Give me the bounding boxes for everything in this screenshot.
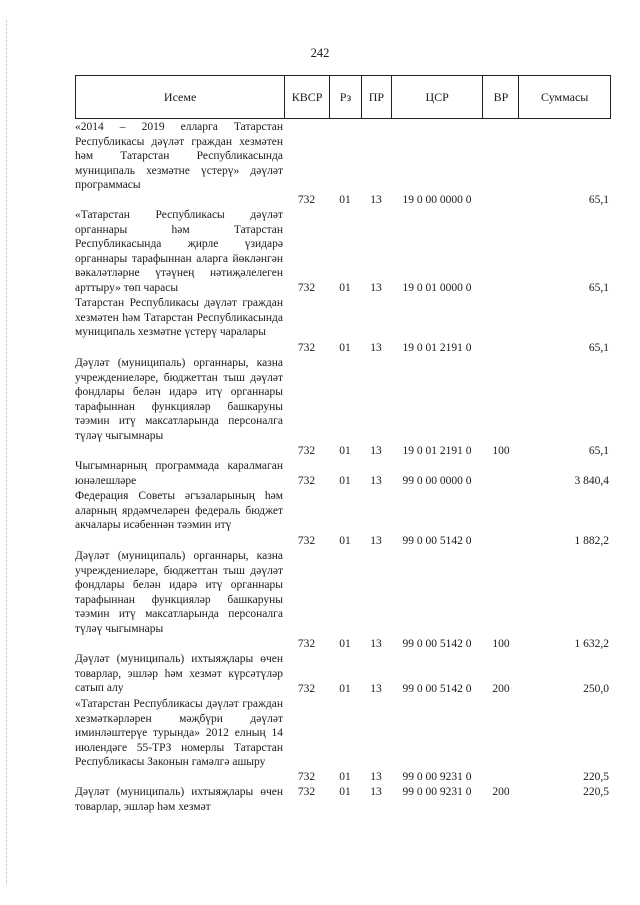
table-row [75, 459, 611, 489]
row-sum: 220,5 [583, 786, 609, 798]
table-header [75, 75, 611, 119]
row-kvsr: 732 [297, 445, 316, 458]
row-sum: 65,1 [588, 342, 609, 355]
row-csr: 99 0 00 5142 0 [402, 535, 472, 548]
row-vr: 100 [492, 638, 510, 651]
row-name: «Татарстан Республикасы дәүләт органнары һәм Татарстан Республикасында җирле үзидарә органнары тарафыннан аларга йөкләнгән вәкаләтләрне үтәүнең нәтиҗәлелеген арттыру» төп чарасы [75, 209, 283, 294]
row-rz: 01 [339, 786, 351, 798]
table-row [75, 785, 611, 815]
row-csr: 99 0 00 9231 0 [402, 786, 472, 798]
table-row [75, 208, 611, 296]
margin-guide [6, 20, 7, 885]
row-name: Дәүләт (муниципаль) органнары, казна учреждениеләре, бюджеттан тыш дәүләт фондлары белән идарә итү органнары тарафыннан функцияләр башкаруны тәэмин итү максатларында персоналга түләү чыгымнары [75, 550, 283, 635]
row-name: Чыгымнарның программада каралмаган юнәлешләре [75, 460, 283, 487]
row-name: «2014 – 2019 елларга Татарстан Республикасы дәүләт граждан хезмәтен һәм Татарстан Республикасында муниципаль хезмәтне үстерү» дәүләт программасы [75, 121, 283, 192]
table-row [75, 120, 611, 208]
row-rz: 01 [339, 475, 351, 488]
header-csr: ЦСР [391, 76, 483, 118]
row-kvsr: 732 [297, 535, 316, 548]
row-pr: 13 [370, 786, 382, 798]
row-pr: 13 [370, 282, 382, 295]
row-kvsr: 732 [297, 786, 316, 798]
row-kvsr: 732 [297, 771, 316, 784]
table-row [75, 296, 611, 356]
header-sum: Суммасы [518, 76, 610, 118]
table-row [75, 652, 611, 697]
header-vr: ВР [482, 76, 518, 118]
row-kvsr: 732 [297, 194, 316, 207]
row-name: Дәүләт (муниципаль) ихтыяҗлары өчен товарлар, эшләр һәм хезмәт [75, 786, 283, 813]
row-rz: 01 [339, 638, 351, 651]
row-rz: 01 [339, 194, 351, 207]
row-pr: 13 [370, 535, 382, 548]
row-rz: 01 [339, 683, 351, 696]
row-csr: 99 0 00 0000 0 [402, 475, 472, 488]
row-rz: 01 [339, 282, 351, 295]
row-rz: 01 [339, 771, 351, 784]
row-kvsr: 732 [297, 475, 316, 488]
row-sum: 220,5 [583, 771, 609, 784]
row-csr: 99 0 00 9231 0 [402, 771, 472, 784]
row-csr: 19 0 01 0000 0 [402, 282, 472, 295]
row-name: Дәүләт (муниципаль) ихтыяҗлары өчен товарлар, эшләр һәм хезмәт күрсәтүләр сатып алу [75, 653, 283, 695]
row-sum: 65,1 [588, 445, 609, 458]
row-csr: 19 0 01 2191 0 [402, 342, 472, 355]
row-csr: 99 0 00 5142 0 [402, 683, 472, 696]
page-number: 242 [310, 46, 330, 60]
row-csr: 99 0 00 5142 0 [402, 638, 472, 651]
row-pr: 13 [370, 771, 382, 784]
row-name: Федерация Советы әгъзаларының һәм аларның ярдәмчеләрен федераль бюджет акчалары исәбеннән тәэмин итү [75, 490, 283, 532]
row-rz: 01 [339, 445, 351, 458]
row-name: Дәүләт (муниципаль) органнары, казна учреждениеләре, бюджеттан тыш дәүләт фондлары белән идарә итү органнары тарафыннан функцияләр башкаруны тәэмин итү максатларында персоналга түләү чыгымнары [75, 357, 283, 442]
row-sum: 1 882,2 [574, 535, 609, 548]
header-pr: ПР [361, 76, 391, 118]
row-kvsr: 732 [297, 638, 316, 651]
row-sum: 3 840,4 [574, 475, 609, 488]
header-name: Исеме [163, 89, 197, 104]
row-pr: 13 [370, 638, 382, 651]
table-row [75, 697, 611, 785]
row-csr: 19 0 01 2191 0 [402, 445, 472, 458]
table-row [75, 549, 611, 652]
row-csr: 19 0 00 0000 0 [402, 194, 472, 207]
header-kvsr: КВСР [284, 76, 329, 118]
row-vr: 200 [492, 786, 510, 798]
row-pr: 13 [370, 445, 382, 458]
row-name: Татарстан Республикасы дәүләт граждан хезмәтен һәм Татарстан Республикасында муниципаль хезмәтне үстерү чаралары [75, 297, 283, 339]
row-rz: 01 [339, 535, 351, 548]
row-sum: 65,1 [588, 282, 609, 295]
table-body [75, 120, 611, 815]
header-rz: Рз [329, 76, 361, 118]
table-row [75, 489, 611, 549]
row-sum: 65,1 [588, 194, 609, 207]
row-pr: 13 [370, 683, 382, 696]
row-rz: 01 [339, 342, 351, 355]
row-vr: 100 [492, 445, 510, 458]
row-vr: 200 [492, 683, 510, 696]
row-kvsr: 732 [297, 683, 316, 696]
table-row [75, 356, 611, 459]
row-pr: 13 [370, 342, 382, 355]
row-sum: 250,0 [583, 683, 609, 696]
row-pr: 13 [370, 194, 382, 207]
row-sum: 1 632,2 [574, 638, 609, 651]
row-pr: 13 [370, 475, 382, 488]
row-kvsr: 732 [297, 342, 316, 355]
row-name: «Татарстан Республикасы дәүләт граждан хезмәткәрләрен мәҗбүри дәүләт иминләштерүе турында» 2012 елның 14 июлендәге 55-ТРЗ номерлы Татарстан Республикасы Законын гамәлгә ашыру [75, 698, 283, 769]
row-kvsr: 732 [297, 282, 316, 295]
